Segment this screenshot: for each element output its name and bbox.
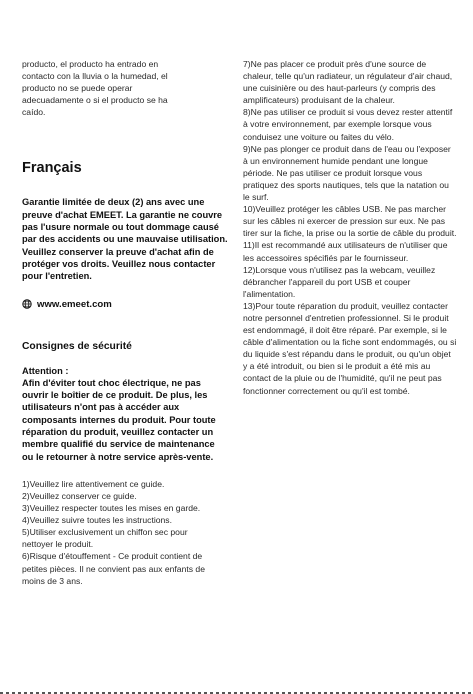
list-item: 2)Veuillez conserver ce guide. [22,491,137,502]
left-column [22,58,228,587]
website-link[interactable]: www.emeet.com [37,298,112,310]
list-item: 12)Lorsque vous n'utilisez pas la webcam, veuillez débrancher l'appareil du port USB et couper l'alimentation. [243,264,436,299]
list-item: 4)Veuillez suivre toutes les instructions. [22,515,172,526]
instructions-list-left [22,478,208,587]
list-item: 3)Veuillez respecter toutes les mises en garde. [22,503,201,514]
list-item: 1)Veuillez lire attentivement ce guide. [22,478,165,489]
list-item: 11)Il est recommandé aux utilisateurs de n'utiliser que les accessoires spécifiés par le fournisseur. [243,240,448,263]
globe-icon [22,299,32,309]
attention-text: Afin d'éviter tout choc électrique, ne pas ouvrir le boîtier de ce produit. De plus, les utilisateurs n'ont pas à accéder aux composants internes du produit. Pour toute réparation du produit, veuillez contacter un membre qualifié du service de maintenance ou le retourner à notre service après-vente. [22,377,216,462]
list-item: 8)Ne pas utiliser ce produit si vous devez rester attentif à votre environnement, par exemple lorsque vous conduisez une voiture ou faites du vélo. [243,107,453,142]
website-row [22,299,228,310]
list-item: 9)Ne pas plonger ce produit dans de l'eau ou l'exposer à un environnement humide pendant une longue période. Ne pas utiliser ce produit lorsque vous pratiquez des sports nautiques, tels que la natation ou le surf. [243,143,451,203]
warranty-text: Garantie limitée de deux (2) ans avec une preuve d'achat EMEET. La garantie ne couvre pas l'usure normale ou tout dommage causé par des accidents ou une mauvaise utilisation. Veuillez conserver la preuve d'achat afin de protéger vos droits. Veuillez nous contacter pour l'entretien. [22,197,228,282]
right-column [243,58,457,397]
list-item: 7)Ne pas placer ce produit près d'une source de chaleur, telle qu'un radiateur, un régulateur d'air chaud, une cuisinière ou des haut-parleurs (y compris des amplificateurs) produisant de la chaleur. [243,59,453,106]
list-item: 10)Veuillez protéger les câbles USB. Ne pas marcher sur les câbles ni exercer de pression sur eux. Ne pas tirer sur la fiche, la prise ou la sortie de câble du produit. [243,204,457,239]
language-title: Français [22,160,82,177]
list-item: 6)Risque d'étouffement - Ce produit contient de petites pièces. Il ne convient pas aux enfants de moins de 3 ans. [22,551,205,586]
safety-title: Consignes de sécurité [22,340,132,352]
list-item: 5)Utiliser exclusivement un chiffon sec pour nettoyer le produit. [22,527,188,550]
attention-label: Attention : [22,365,69,376]
spanish-continuation-text: producto, el producto ha entrado en contacto con la lluvia o la humedad, el producto no se puede operar adecuadamente o si el producto se ha caído. [22,59,168,118]
list-item: 13)Pour toute réparation du produit, veuillez contacter notre personnel d'entretien professionnel. Si le produit est endommagé, il doit être réparé. Par exemple, si le câble d'alimentation ou la fiche sont endommagés, ou si du liquide s'est répandu dans le produit, ou qu'un objet y a été introduit, ou bien si le produit a été mis au contact de la pluie ou de l'humidité, qu'il ne peut pas fonctionner correctement ou qu'il est tombé. [243,300,457,396]
